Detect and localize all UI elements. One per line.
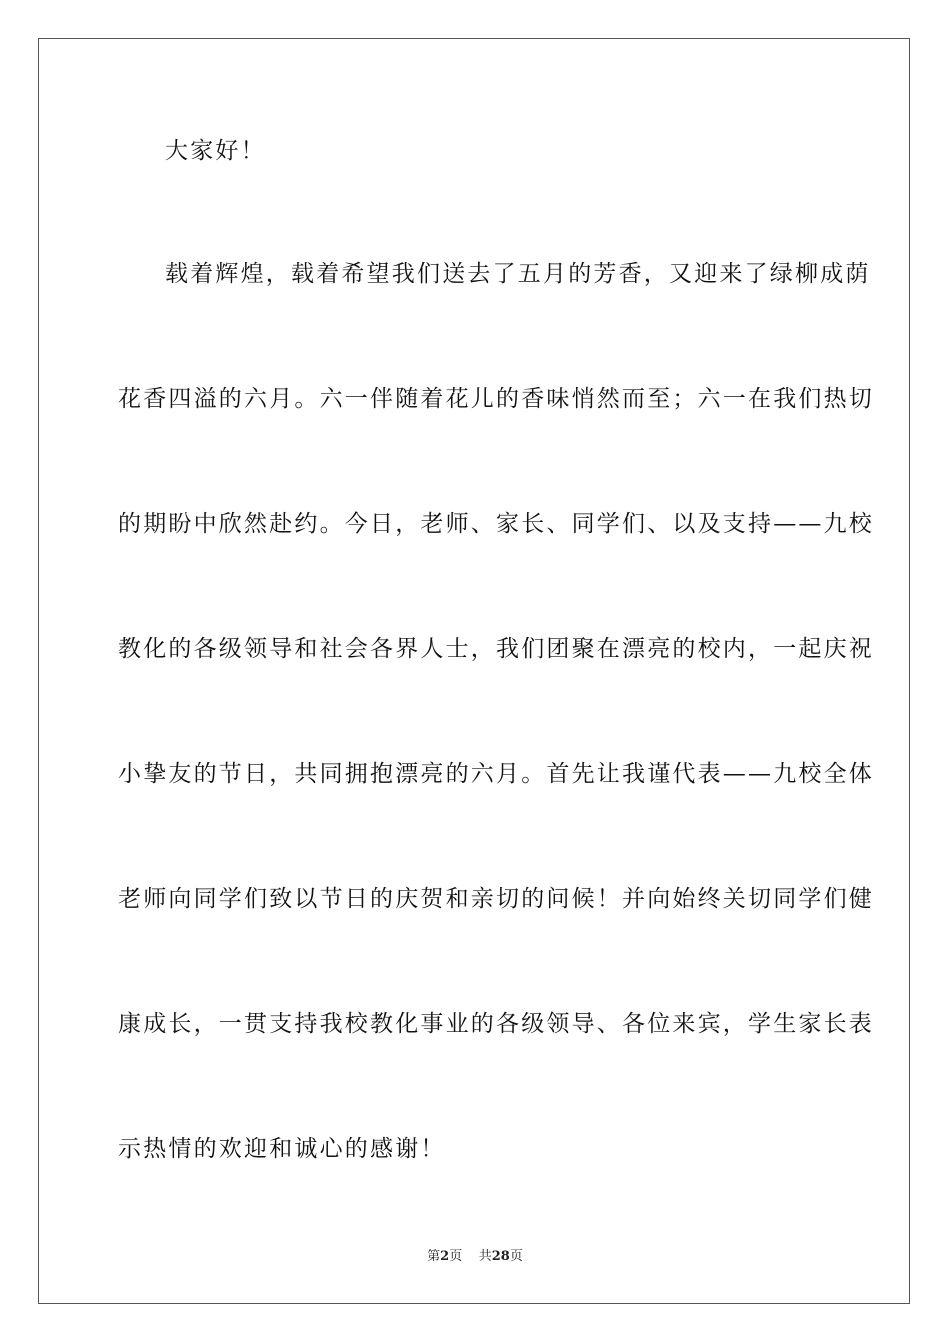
total-suffix: 页	[509, 1249, 523, 1264]
paragraph-line-6: 老师向同学们致以节日的庆贺和亲切的问候！并向始终关切同学们健	[118, 886, 874, 912]
page-number: 2	[440, 1249, 450, 1264]
page-border	[38, 38, 910, 1304]
paragraph-line-7: 康成长，一贯支持我校教化事业的各级领导、各位来宾，学生家长表	[118, 1011, 874, 1037]
page-suffix: 页	[449, 1249, 463, 1264]
paragraph-line-8: 示热情的欢迎和诚心的感谢！	[118, 1136, 446, 1162]
paragraph-line-4: 教化的各级领导和社会各界人士，我们团聚在漂亮的校内，一起庆祝	[118, 636, 874, 662]
paragraph-line-1: 载着辉煌，载着希望我们送去了五月的芳香，又迎来了绿柳成荫	[165, 261, 871, 287]
total-pages: 28	[491, 1249, 510, 1264]
total-prefix: 共	[478, 1249, 492, 1264]
paragraph-line-5: 小挚友的节日，共同拥抱漂亮的六月。首先让我谨代表——九校全体	[118, 761, 874, 787]
greeting-line: 大家好！	[165, 138, 266, 164]
page-footer	[0, 1248, 950, 1266]
page-prefix: 第	[427, 1249, 441, 1264]
paragraph-line-3: 的期盼中欣然赴约。今日，老师、家长、同学们、以及支持——九校	[118, 511, 874, 537]
paragraph-line-2: 花香四溢的六月。六一伴随着花儿的香味悄然而至；六一在我们热切	[118, 386, 874, 412]
